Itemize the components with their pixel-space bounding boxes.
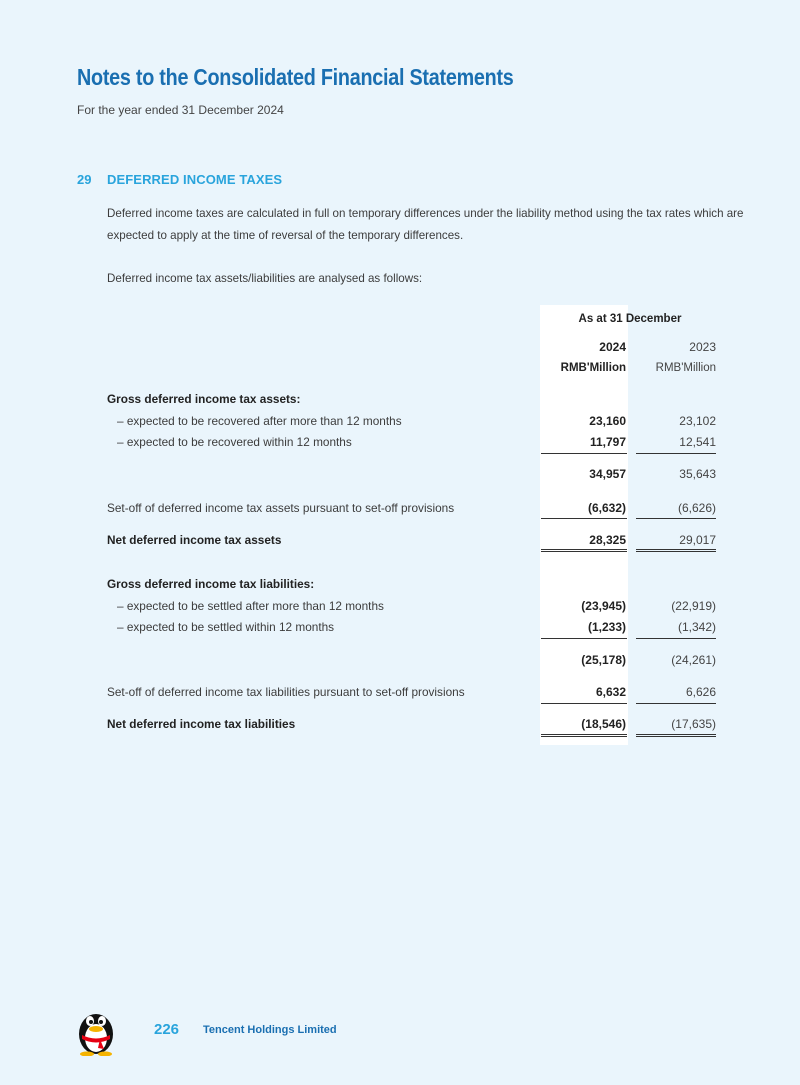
section-number: 29 bbox=[77, 172, 92, 187]
double-rule bbox=[541, 549, 627, 552]
value-2023: 29,017 bbox=[679, 533, 716, 547]
column-header-2023: 2023 bbox=[689, 340, 716, 354]
value-2023: 6,626 bbox=[685, 685, 716, 699]
page-number: 226 bbox=[154, 1021, 180, 1038]
subtotal-2024: 34,957 bbox=[589, 467, 626, 481]
subtotal-2024: (25,178) bbox=[581, 653, 626, 667]
row-label-assets-within-12: – expected to be recovered within 12 months bbox=[117, 435, 352, 449]
total-rule bbox=[636, 703, 716, 704]
column-header-2024: 2024 bbox=[599, 340, 626, 354]
value-2024: (6,632) bbox=[587, 501, 626, 515]
subtotal-rule bbox=[636, 453, 716, 454]
page-title: Notes to the Consolidated Financial Statements bbox=[77, 64, 514, 90]
value-2023: 23,102 bbox=[679, 414, 716, 428]
value-2024: 11,797 bbox=[589, 435, 626, 449]
total-rule bbox=[541, 518, 627, 519]
row-label-assets-after-12: – expected to be recovered after more than 12 months bbox=[117, 414, 402, 428]
unit-2024: RMB'Million bbox=[560, 362, 626, 374]
value-2024: (18,546) bbox=[581, 717, 626, 731]
value-2023: (22,919) bbox=[671, 599, 716, 613]
value-2024: 6,632 bbox=[595, 685, 626, 699]
row-label-net-assets: Net deferred income tax assets bbox=[107, 533, 282, 547]
penguin-logo-icon bbox=[74, 1004, 118, 1056]
page-subtitle: For the year ended 31 December 2024 bbox=[77, 103, 284, 117]
unit-2023: RMB'Million bbox=[655, 362, 716, 374]
value-2023: (17,635) bbox=[671, 717, 716, 731]
total-rule bbox=[636, 518, 716, 519]
double-rule bbox=[636, 734, 716, 737]
row-label-setoff-liabilities: Set-off of deferred income tax liabilities pursuant to set-off provisions bbox=[107, 685, 465, 699]
row-label-gross-liabilities: Gross deferred income tax liabilities: bbox=[107, 577, 315, 591]
analysis-paragraph: Deferred income tax assets/liabilities are analysed as follows: bbox=[107, 272, 423, 285]
subtotal-2023: (24,261) bbox=[671, 653, 716, 667]
row-label-gross-assets: Gross deferred income tax assets: bbox=[107, 392, 301, 406]
double-rule bbox=[541, 734, 627, 737]
total-rule bbox=[541, 703, 627, 704]
table-group-header: As at 31 December bbox=[578, 313, 682, 325]
intro-paragraph: Deferred income taxes are calculated in full on temporary differences under the liability method using the tax rates which are expected to apply at the time of reversal of the temporary differences. bbox=[107, 207, 744, 242]
subtotal-2023: 35,643 bbox=[679, 467, 716, 481]
value-2024: 23,160 bbox=[589, 414, 626, 428]
row-label-liabilities-within-12: – expected to be settled within 12 months bbox=[117, 620, 335, 634]
value-2023: 12,541 bbox=[679, 435, 716, 449]
subtotal-rule bbox=[541, 638, 627, 639]
value-2023: (6,626) bbox=[677, 501, 716, 515]
row-label-net-liabilities: Net deferred income tax liabilities bbox=[107, 717, 296, 731]
row-label-liabilities-after-12: – expected to be settled after more than 12 months bbox=[117, 599, 384, 613]
subtotal-rule bbox=[636, 638, 716, 639]
subtotal-rule bbox=[541, 453, 627, 454]
value-2024: (1,233) bbox=[587, 620, 626, 634]
value-2023: (1,342) bbox=[677, 620, 716, 634]
company-name: Tencent Holdings Limited bbox=[203, 1024, 337, 1036]
value-2024: 28,325 bbox=[589, 533, 626, 547]
section-title: DEFERRED INCOME TAXES bbox=[107, 172, 283, 187]
double-rule bbox=[636, 549, 716, 552]
row-label-setoff-assets: Set-off of deferred income tax assets pursuant to set-off provisions bbox=[107, 501, 455, 515]
value-2024: (23,945) bbox=[581, 599, 626, 613]
